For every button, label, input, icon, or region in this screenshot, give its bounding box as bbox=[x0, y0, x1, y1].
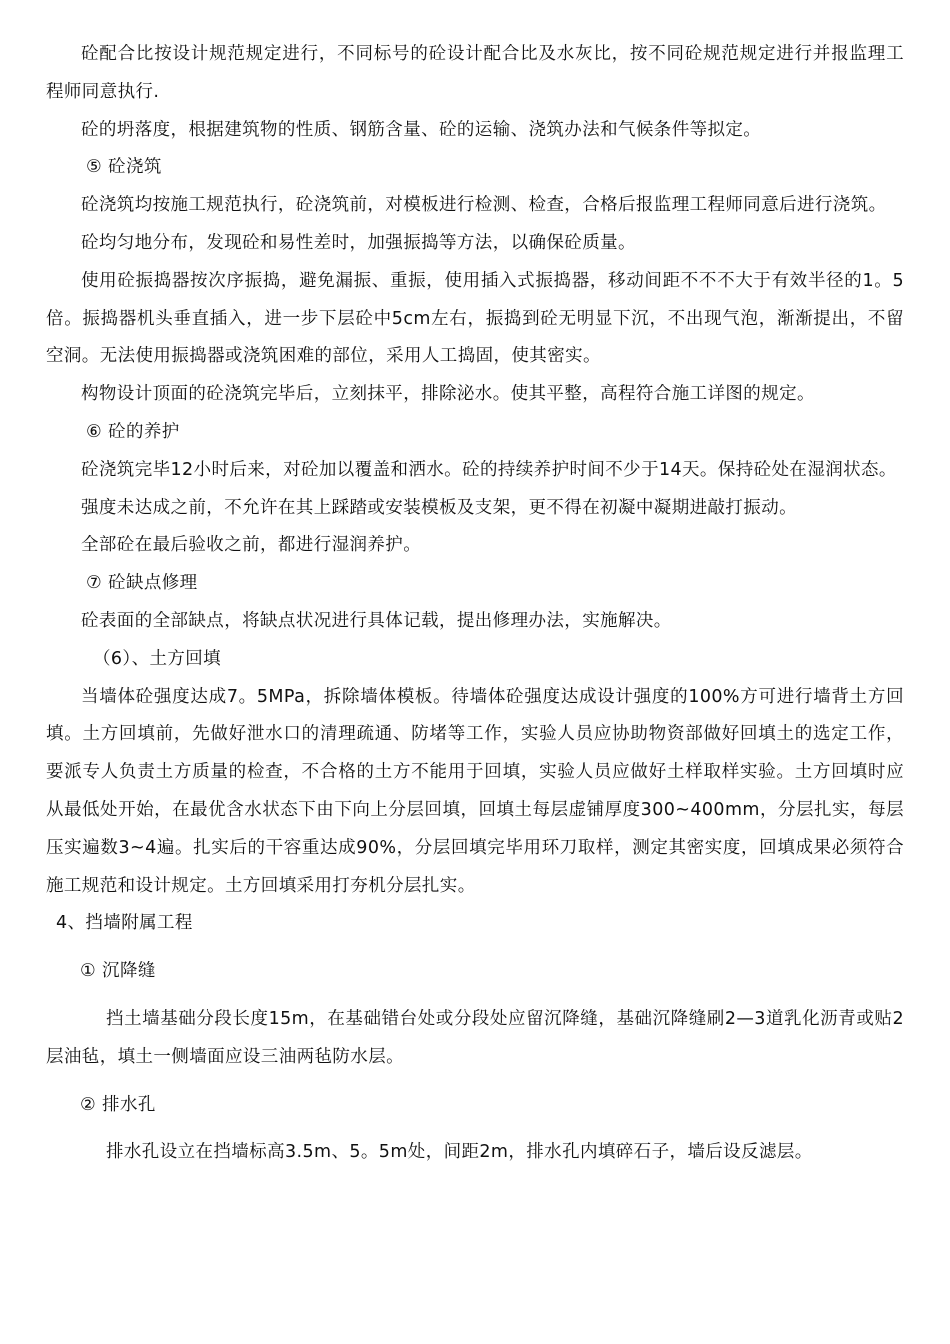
paragraph-backfill: 当墙体砼强度达成7。5MPa，拆除墙体模板。待墙体砼强度达成设计强度的100%方可进行墙背土方回填。土方回填前，先做好泄水口的清理疏通、防堵等工作，实验人员应协助物资部做好回填土的选定工作，要派专人负责土方质量的检查，不合格的土方不能用于回填，实验人员应做好土样取样实验。土方回填时应从最低处开始，在最优含水状态下由下向上分层回填，回填土每层虚铺厚度300~400mm，分层扎实，每层压实遍数3~4遍。扎实后的干容重达成90%，分层回填完毕用环刀取样，测定其密实度，回填成果必须符合施工规范和设计规定。土方回填采用打夯机分层扎实。 bbox=[46, 686, 904, 896]
paragraph-slump: 砼的坍落度，根据建筑物的性质、钢筋含量、砼的运输、浇筑办法和气候条件等拟定。 bbox=[81, 119, 762, 140]
paragraph-top-surface: 构物设计顶面的砼浇筑完毕后，立刻抹平，排除泌水。使其平整，高程符合施工详图的规定。 bbox=[81, 384, 815, 405]
heading-wall-accessories: 4、挡墙附属工程 bbox=[56, 913, 193, 934]
paragraph-curing-time: 砼浇筑完毕12小时后来，对砼加以覆盖和洒水。砼的持续养护时间不少于14天。保持砼处在湿润状态。 bbox=[81, 459, 897, 480]
heading-defect-repair: ⑦ 砼缺点修理 bbox=[86, 573, 198, 594]
paragraph-strength: 强度未达成之前，不允许在其上踩踏或安装模板及支架，更不得在初凝中凝期进敲打振动。 bbox=[81, 497, 797, 518]
paragraph-mix-ratio: 砼配合比按设计规范规定进行，不同标号的砼设计配合比及水灰比，按不同砼规范规定进行并报监理工程师同意执行. bbox=[46, 44, 904, 102]
paragraph-vibration: 使用砼振捣器按次序振捣，避免漏振、重振，使用插入式振捣器，移动间距不不不大于有效半径的1。5倍。振捣器机头垂直插入，进一步下层砼中5cm左右，振捣到砼无明显下沉，不出现气泡，渐渐提出，不留空洞。无法使用振捣器或浇筑困难的部位，采用人工捣固，使其密实。 bbox=[46, 270, 904, 367]
document-page bbox=[46, 36, 904, 1172]
paragraph-drain-hole: 排水孔设立在挡墙标高3.5m、5。5m处，间距2m，排水孔内填碎石子，墙后设反滤层。 bbox=[106, 1142, 813, 1163]
paragraph-pouring-spec: 砼浇筑均按施工规范执行，砼浇筑前，对模板进行检测、检查，合格后报监理工程师同意后进行浇筑。 bbox=[81, 195, 887, 216]
heading-settlement-joint: ① 沉降缝 bbox=[80, 961, 156, 982]
heading-drain-hole: ② 排水孔 bbox=[80, 1094, 156, 1115]
paragraph-moist-curing: 全部砼在最后验收之前，都进行湿润养护。 bbox=[81, 535, 422, 556]
paragraph-defects: 砼表面的全部缺点，将缺点状况进行具体记载，提出修理办法，实施解决。 bbox=[81, 610, 672, 631]
heading-concrete-pouring: ⑤ 砼浇筑 bbox=[86, 157, 162, 178]
heading-curing: ⑥ 砼的养护 bbox=[86, 421, 180, 442]
heading-backfill: （6）、土方回填 bbox=[93, 648, 222, 669]
paragraph-distribution: 砼均匀地分布，发现砼和易性差时，加强振捣等方法，以确保砼质量。 bbox=[81, 232, 636, 253]
paragraph-settlement-joint: 挡土墙基础分段长度15m，在基础错台处或分段处应留沉降缝，基础沉降缝刷2—3道乳化沥青或贴2层油毡，填土一侧墙面应设三油两毡防水层。 bbox=[46, 1008, 904, 1067]
